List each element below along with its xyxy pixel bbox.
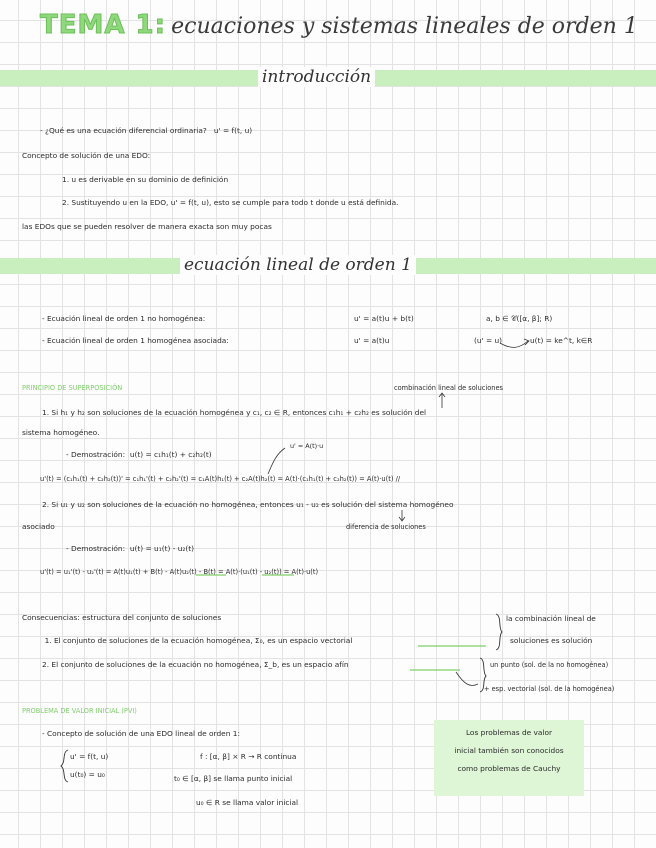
demo1-arrow [268, 448, 285, 474]
demo1-note: u' = A(t)·u [290, 442, 324, 450]
h-sol-arrowhead [524, 339, 529, 345]
title-rest: ecuaciones y sistemas lineales de orden 1 [171, 14, 638, 39]
consequence-1-note-a: la combinación lineal de [506, 614, 596, 623]
demo1-label: - Demostración: [66, 450, 126, 459]
cauchy-note-3: como problemas de Cauchy [457, 764, 561, 773]
intro-concept-2: 2. Sustituyendo u en la EDO, u' = f(t, u), esto se cumple para todo t donde u está definida. [62, 198, 399, 207]
demo1-formula: u(t) = c₁h₁(t) + c₂h₂(t) [129, 450, 212, 459]
cauchy-note-2: inicial también son conocidos [454, 746, 564, 755]
h-sol-left: (u' = u) [474, 336, 503, 345]
section-title-intro: introducción [258, 67, 375, 87]
consequence-2-note-a: un punto (sol. de la no homogénea) [490, 661, 609, 669]
superposition-p1b: sistema homogéneo. [22, 428, 100, 437]
cauchy-note-1: Los problemas de valor [465, 728, 553, 737]
pvi-t0: t₀ ∈ [α, β] se llama punto inicial [174, 774, 293, 783]
superposition-annot-1: combinación lineal de soluciones [394, 384, 503, 392]
demo2-label: - Demostración: [66, 544, 126, 553]
h-sol-arrow [500, 341, 528, 347]
intro-question-text: - ¿Qué es una ecuación diferencial ordinaria? [40, 126, 207, 135]
intro-question-formula: u' = f(t, u) [213, 126, 253, 135]
pvi-u0: u₀ ∈ R se llama valor inicial [196, 798, 299, 807]
superposition-p2b: asociado [22, 522, 55, 531]
brace-consequence-1 [496, 614, 502, 650]
demo1 [66, 450, 212, 460]
nh-eq-condition: a, b ∈ 𝒞([α, β]; R) [486, 314, 553, 323]
pvi-heading: PROBLEMA DE VALOR INICIAL (PVI) [22, 707, 137, 715]
intro-note: las EDOs que se pueden resolver de manera exacta son muy pocas [22, 222, 272, 231]
annot2-arrowhead [399, 517, 405, 521]
pvi-f-def: f : [α, β] × R → R continua [200, 752, 297, 761]
demo1-line: u'(t) = (c₁h₁(t) + c₂h₂(t))' = c₁h₁'(t) + c₂h₂'(t) = c₁A(t)h₁(t) + c₂A(t)h₂(t) = A(t)·(c₁h₁(t) + c₂h₂(t)) = A(t)·u(t) // [40, 475, 401, 483]
h-eq-label: - Ecuación lineal de orden 1 homogénea asociada: [42, 336, 229, 345]
intro-concept-1: 1. u es derivable en su dominio de definición [62, 175, 229, 184]
nh-eq-formula: u' = a(t)u + b(t) [354, 314, 414, 323]
superposition-heading: PRINCIPIO DE SUPERPOSICIÓN [22, 384, 123, 392]
afin-arrow [456, 672, 478, 686]
h-eq-formula: u' = a(t)u [354, 336, 390, 345]
annot1-arrowhead [439, 393, 445, 397]
pvi-concept: - Concepto de solución de una EDO lineal de orden 1: [42, 729, 240, 738]
consequence-2: 2. El conjunto de soluciones de la ecuación no homogénea, Σ_b, es un espacio afín [42, 660, 349, 669]
demo2-line: u'(t) = u₁'(t) - u₂'(t) = A(t)u₁(t) + B(t) - A(t)u₂(t) - B(t) = A(t)·(u₁(t) - u₂(t)) = A(t)·u(t) [40, 568, 319, 576]
demo2-formula: u(t) = u₁(t) - u₂(t) [129, 544, 195, 553]
intro-concept: Concepto de solución de una EDO: [22, 151, 151, 160]
page-title [40, 10, 638, 50]
demo2 [66, 544, 194, 554]
section-title-linear: ecuación lineal de orden 1 [180, 255, 416, 275]
cauchy-note-box [434, 720, 584, 796]
intro-question [40, 126, 252, 136]
consequence-1 [42, 636, 352, 646]
pvi-sys-1: u' = f(t, u) [70, 752, 109, 761]
superposition-annot-2: diferencia de soluciones [346, 523, 426, 531]
consequence-2-note-b: + esp. vectorial (sol. de la homogénea) [484, 685, 615, 693]
pvi-system-brace [61, 750, 68, 782]
nh-eq-label: - Ecuación lineal de orden 1 no homogénea: [42, 314, 206, 323]
pvi-sys-2: u(t₀) = u₀ [70, 770, 105, 779]
superposition-p2a: 2. Si u₁ y u₂ son soluciones de la ecuación no homogénea, entonces u₁ - u₂ es solución del sistema homogéneo [42, 500, 454, 509]
h-sol-right: u(t) = ke^t, k∈R [530, 336, 593, 345]
consequences-heading: Consecuencias: estructura del conjunto de soluciones [22, 613, 222, 622]
consequence-1-text: 1. El conjunto de soluciones de la ecuación homogénea, Σ₀, es un espacio vectorial [44, 636, 353, 645]
title-strong: TEMA 1: [40, 10, 167, 40]
consequence-1-note-b: soluciones es solución [510, 636, 593, 645]
superposition-p1a: 1. Si h₁ y h₂ son soluciones de la ecuación homogénea y c₁, c₂ ∈ R, entonces c₁h₁ + c₂h₂ es solución del [42, 408, 427, 417]
